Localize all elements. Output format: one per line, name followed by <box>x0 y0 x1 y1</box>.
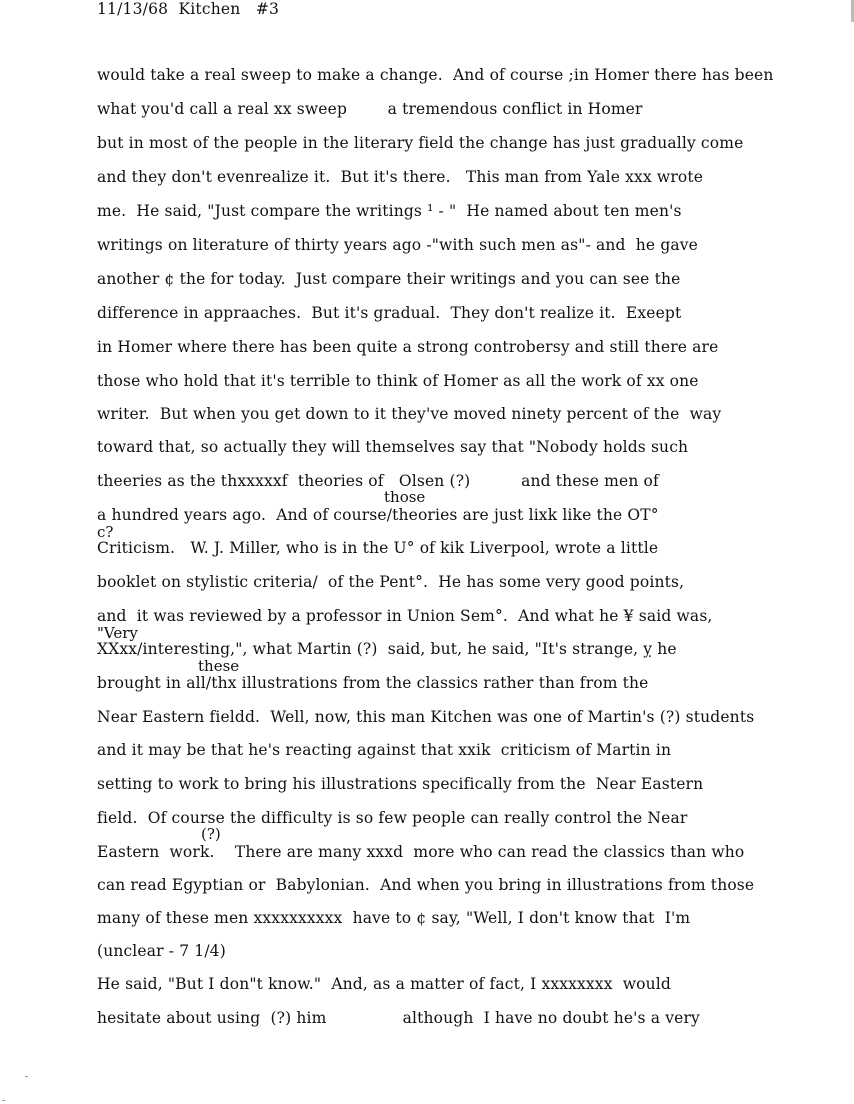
text-line: Criticism. W. J. Miller, who is in the U° of kik Liverpool, wrote a little <box>97 539 659 557</box>
text-line: and it may be that he's reacting against that xxik criticism of Martin in <box>97 741 672 759</box>
text-line: what you'd call a real xx sweep a tremendous conflict in Homer <box>97 100 643 118</box>
text-line: those who hold that it's terrible to think of Homer as all the work of xx one <box>97 372 699 390</box>
header-title: Kitchen <box>178 0 241 18</box>
text-line: in Homer where there has been quite a strong controbersy and still there are <box>97 338 719 356</box>
text-line: and it was reviewed by a professor in Union Sem°. And what he ¥ said was, <box>97 607 713 625</box>
text-line: theeries as the thxxxxxf theories of Olsen (?) and these men of <box>97 472 659 490</box>
scan-speck <box>25 1076 28 1077</box>
text-line: XXxx/interesting,", what Martin (?) said, but, he said, "It's strange, ỵ he <box>97 640 677 658</box>
page-header <box>97 0 279 18</box>
insertion-question: (?) <box>201 825 221 843</box>
text-line: but in most of the people in the literary field the change has just gradually come <box>97 134 744 152</box>
text-line: me. He said, "Just compare the writings ¹ - " He named about ten men's <box>97 202 682 220</box>
text-line: brought in all/thx illustrations from the classics rather than from the <box>97 674 649 692</box>
text-line: writings on literature of thirty years ago -"with such men as"- and he gave <box>97 236 699 254</box>
text-line: another ¢ the for today. Just compare their writings and you can see the <box>97 270 681 288</box>
text-line: can read Egyptian or Babylonian. And when you bring in illustrations from those <box>97 876 755 894</box>
text-line: He said, "But I don"t know." And, as a matter of fact, I xxxxxxxx would <box>97 975 671 993</box>
text-line: toward that, so actually they will themselves say that "Nobody holds such <box>97 438 689 456</box>
insertion-those: those <box>384 488 426 506</box>
text-line: and they don't evenrealize it. But it's there. This man from Yale xxx wrote <box>97 168 704 186</box>
text-line: (unclear - 7 1/4) <box>97 942 226 960</box>
insertion-very: "Very <box>97 624 138 642</box>
text-line: writer. But when you get down to it they've moved ninety percent of the way <box>97 405 722 423</box>
text-line: Near Eastern fieldd. Well, now, this man Kitchen was one of Martin's (?) students <box>97 708 755 726</box>
scan-speck <box>2 1100 5 1101</box>
text-line: hesitate about using (?) him although I have no doubt he's a very <box>97 1009 700 1027</box>
text-line: many of these men xxxxxxxxxx have to ¢ say, "Well, I don't know that I'm <box>97 909 691 927</box>
insertion-these: these <box>198 657 240 675</box>
insertion-c-mark: c? <box>97 523 114 541</box>
text-line: booklet on stylistic criteria/ of the Pent°. He has some very good points, <box>97 573 685 591</box>
header-page-number: #3 <box>255 0 280 18</box>
text-line: a hundred years ago. And of course/theories are just lixk like the OT° <box>97 506 659 524</box>
header-date: 11/13/68 <box>97 0 169 18</box>
text-line: setting to work to bring his illustrations specifically from the Near Eastern <box>97 775 704 793</box>
text-line: difference in appraaches. But it's gradual. They don't realize it. Exeept <box>97 304 682 322</box>
text-line: would take a real sweep to make a change. And of course ;in Homer there has been <box>97 66 774 84</box>
text-line: Eastern work. There are many xxxd more who can read the classics than who <box>97 843 745 861</box>
text-line: field. Of course the difficulty is so few people can really control the Near <box>97 809 688 827</box>
